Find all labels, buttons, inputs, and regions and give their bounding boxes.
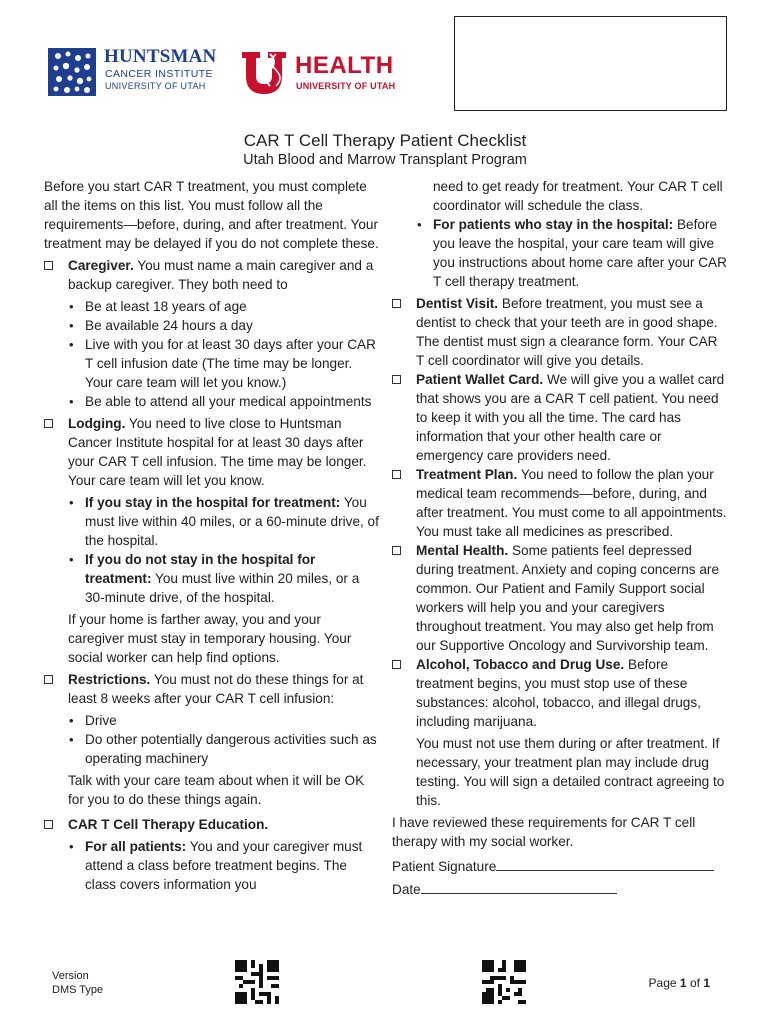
huntsman-logo-line3: UNIVERSITY OF UTAH bbox=[105, 81, 206, 91]
checkbox[interactable] bbox=[44, 820, 53, 829]
signature-label: Patient Signature bbox=[392, 859, 497, 874]
education-bullets bbox=[44, 837, 379, 894]
list-item: • If you do not stay in the hospital for treatment: You must live within 20 miles, or a 30-minute drive, of the hospital. bbox=[68, 550, 379, 607]
education-bullets-2 bbox=[392, 215, 727, 291]
signature-field[interactable] bbox=[496, 858, 714, 871]
page-subtitle: Utah Blood and Marrow Transplant Program bbox=[243, 152, 527, 168]
list-item: • Drive bbox=[68, 711, 379, 730]
wallet-title: Patient Wallet Card. bbox=[416, 372, 544, 387]
huntsman-logo-line2: CANCER INSTITUTE bbox=[105, 68, 213, 80]
checkbox[interactable] bbox=[392, 546, 401, 555]
alcohol-title: Alcohol, Tobacco and Drug Use. bbox=[416, 657, 625, 672]
footer-meta bbox=[52, 969, 103, 997]
qr-code-icon bbox=[235, 960, 279, 1004]
list-item: • Be able to attend all your medical appointments bbox=[68, 392, 379, 411]
checklist-item-restrictions bbox=[44, 670, 379, 708]
alcohol-note: You must not use them during or after treatment. If necessary, your treatment plan may include drug testing. You will sign a detailed contract agreeing to this. bbox=[416, 736, 725, 808]
list-item: • If you stay in the hospital for treatment: You must live within 40 miles, or a 60-minute drive, of the hospital. bbox=[68, 493, 379, 550]
checklist-item-wallet-card bbox=[392, 370, 727, 465]
checkbox[interactable] bbox=[392, 470, 401, 479]
caregiver-text: You must name a main caregiver and a backup caregiver. They both need to bbox=[68, 258, 374, 292]
uhealth-logo-line2: UNIVERSITY OF UTAH bbox=[296, 81, 396, 91]
alcohol-text: Before treatment begins, you must stop use of these substances: alcohol, tobacco, and illegal drugs, including marijuana. bbox=[416, 657, 701, 729]
date-label: Date bbox=[392, 882, 421, 897]
left-column bbox=[44, 177, 379, 897]
education-title: CAR T Cell Therapy Education. bbox=[68, 817, 269, 832]
patient-signature-line bbox=[392, 857, 727, 876]
review-statement: I have reviewed these requirements for CAR T cell therapy with my social worker. bbox=[392, 815, 696, 849]
checklist-item-lodging bbox=[44, 414, 379, 490]
lodging-note: If your home is farther away, you and your caregiver must stay in temporary housing. Your social worker can help find options. bbox=[68, 612, 352, 665]
restrictions-note: Talk with your care team about when it will be OK for you to do these things again. bbox=[68, 773, 365, 807]
caregiver-title: Caregiver. bbox=[68, 258, 134, 273]
block-u-icon bbox=[240, 48, 292, 96]
list-item: • For all patients: You and your caregiver must attend a class before treatment begins. The class covers information you bbox=[68, 837, 379, 894]
uhealth-logo-line1: HEALTH bbox=[295, 52, 394, 79]
checkbox[interactable] bbox=[392, 299, 401, 308]
list-item: • Be at least 18 years of age bbox=[68, 297, 379, 316]
checklist-item-treatment-plan bbox=[392, 465, 727, 541]
checklist-item-dentist bbox=[392, 294, 727, 370]
checkbox[interactable] bbox=[44, 261, 53, 270]
page-number: Page 1 of 1 bbox=[648, 976, 710, 990]
intro-text: Before you start CAR T treatment, you must complete all the items on this list. You must follow all the requirements—before, during, and after treatment. Your treatment may be delayed if you do not complete these. bbox=[44, 179, 379, 251]
restrictions-title: Restrictions. bbox=[68, 672, 151, 687]
restrictions-bullets bbox=[44, 711, 379, 768]
dentist-text: Before treatment, you must see a dentist to check that your teeth are in good shape. The dentist must sign a clearance form. Your CAR T cell coordinator will give you details. bbox=[416, 296, 718, 368]
checkbox[interactable] bbox=[392, 660, 401, 669]
checklist-item-alcohol bbox=[392, 655, 727, 731]
list-item: • Do other potentially dangerous activities such as operating machinery bbox=[68, 730, 379, 768]
date-line bbox=[392, 880, 727, 899]
mental-text: Some patients feel depressed during treatment. Anxiety and coping concerns are common. Our Patient and Family Support social workers will help you and your caregivers throughout treatment. You may also get help from our Supportive Oncology and Survivorship team. bbox=[416, 543, 720, 653]
version-label: Version bbox=[52, 970, 89, 982]
lodging-text: You need to live close to Huntsman Cancer Institute hospital for at least 30 days after your CAR T cell infusion. The time may be longer. Your care team will let you know. bbox=[68, 416, 367, 488]
patient-label-box bbox=[454, 16, 727, 111]
dms-type-label: DMS Type bbox=[52, 984, 104, 996]
qr-code-icon bbox=[482, 960, 526, 1004]
checkbox[interactable] bbox=[392, 375, 401, 384]
restrictions-text: You must not do these things for at least 8 weeks after your CAR T cell infusion: bbox=[68, 672, 364, 706]
caregiver-bullets bbox=[44, 297, 379, 411]
education-continued: need to get ready for treatment. Your CAR T cell coordinator will schedule the class. bbox=[433, 179, 723, 213]
huntsman-helix-icon bbox=[44, 46, 100, 98]
checklist-item-mental-health bbox=[392, 541, 727, 655]
list-item: • For patients who stay in the hospital: Before you leave the hospital, your care team will give you instructions about home care after your CAR T cell therapy treatment. bbox=[416, 215, 727, 291]
dentist-title: Dentist Visit. bbox=[416, 296, 499, 311]
huntsman-logo-line1: HUNTSMAN bbox=[104, 46, 217, 67]
university-of-utah-health-logo bbox=[240, 48, 410, 96]
plan-text: You need to follow the plan your medical team recommends—before, during, and after treatment. You must come to all appointments. You must take all medicines as prescribed. bbox=[416, 467, 727, 539]
list-item: • Live with you for at least 30 days after your CAR T cell infusion date (The time may be longer. Your care team will let you know.) bbox=[68, 335, 379, 392]
checkbox[interactable] bbox=[44, 419, 53, 428]
mental-title: Mental Health. bbox=[416, 543, 509, 558]
huntsman-cancer-institute-logo bbox=[44, 46, 217, 98]
page-title: CAR T Cell Therapy Patient Checklist bbox=[243, 131, 527, 150]
date-field[interactable] bbox=[421, 881, 617, 894]
list-item: • Be available 24 hours a day bbox=[68, 316, 379, 335]
checkbox[interactable] bbox=[44, 675, 53, 684]
checklist-item-education bbox=[44, 815, 379, 834]
plan-title: Treatment Plan. bbox=[416, 467, 518, 482]
checklist-item-caregiver bbox=[44, 256, 379, 294]
lodging-bullets bbox=[44, 493, 379, 607]
right-column bbox=[392, 177, 727, 899]
lodging-title: Lodging. bbox=[68, 416, 126, 431]
wallet-text: We will give you a wallet card that shows you are a CAR T cell patient. You need to keep it with you all the time. The card has information that your other health care or emergency care providers need. bbox=[416, 372, 725, 463]
